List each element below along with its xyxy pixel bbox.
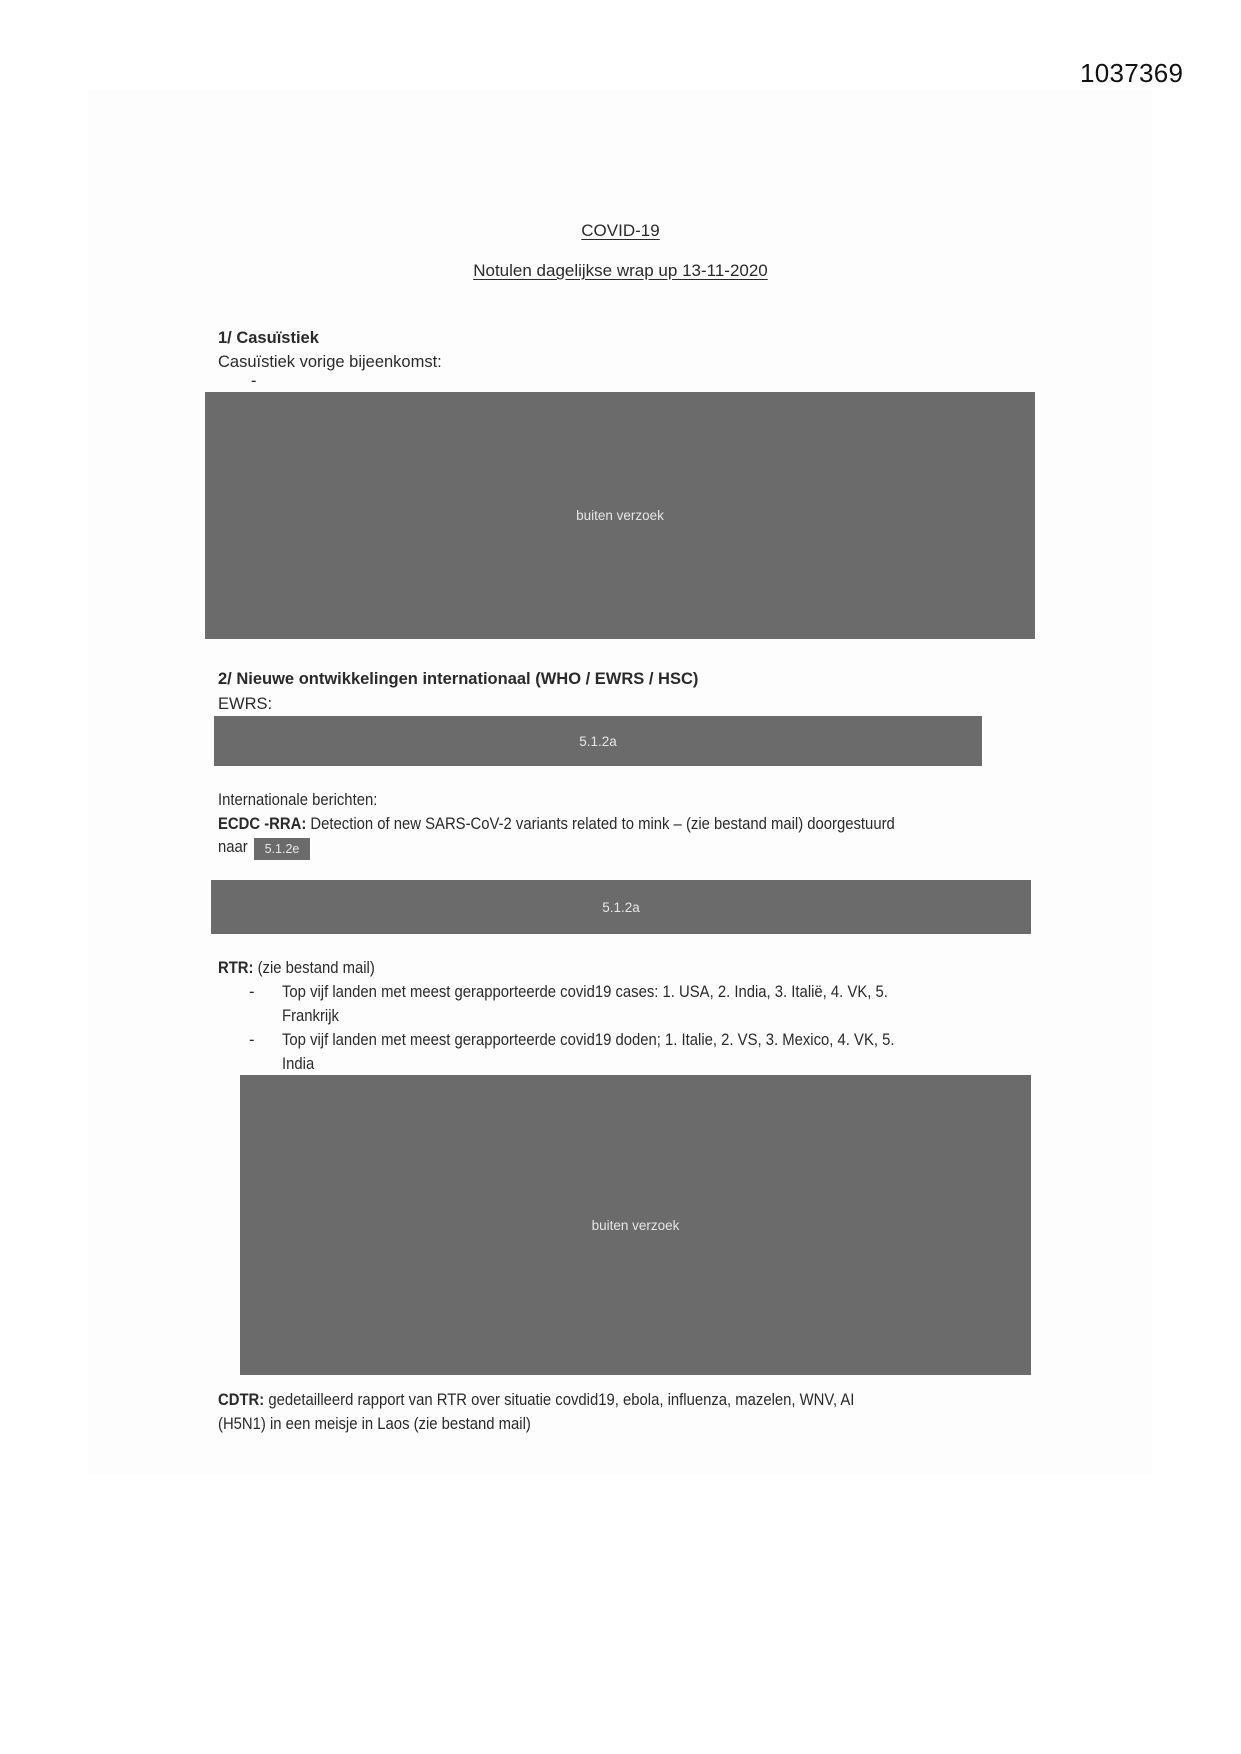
- document-title: COVID-19: [581, 221, 660, 240]
- redaction-block: [211, 880, 1031, 934]
- rtr-bullet-2-cont: India: [282, 1055, 315, 1073]
- rtr-line: [218, 956, 375, 980]
- cdtr-line-2: (H5N1) in een meisje in Laos (zie bestand mail): [218, 1415, 531, 1433]
- ecdc-text-2: naar: [218, 838, 248, 856]
- redaction-label: 5.1.2e: [264, 842, 300, 856]
- inline-redaction: [254, 838, 310, 860]
- cdtr-line: [218, 1388, 854, 1412]
- redaction-label: 5.1.2a: [602, 899, 640, 915]
- redaction-block: [205, 392, 1035, 639]
- ecdc-line: [218, 812, 895, 836]
- rtr-bullet-1: Top vijf landen met meest gerapporteerde covid19 cases: 1. USA, 2. India, 3. Italië, 4. VK, 5.: [282, 983, 888, 1001]
- section1-bullet: -: [251, 372, 257, 390]
- document-id: 1037369: [1080, 58, 1184, 88]
- section2-heading: 2/ Nieuwe ontwikkelingen internationaal (WHO / EWRS / HSC): [218, 670, 699, 688]
- cdtr-label: CDTR:: [218, 1391, 265, 1409]
- rtr-bullet-1-cont: Frankrijk: [282, 1007, 339, 1025]
- rtr-bullet-dash: -: [249, 1031, 255, 1049]
- redaction-label: 5.1.2a: [579, 733, 617, 749]
- redaction-block: [214, 716, 982, 766]
- ecdc-label: ECDC -RRA:: [218, 815, 307, 833]
- ewrs-label: EWRS:: [218, 695, 273, 713]
- section1-heading: 1/ Casuïstiek: [218, 329, 319, 347]
- ecdc-text: Detection of new SARS-CoV-2 variants related to mink – (zie bestand mail) doorgestuurd: [306, 815, 895, 833]
- rtr-bullet-2: Top vijf landen met meest gerapporteerde covid19 doden; 1. Italie, 2. VS, 3. Mexico, 4. VK, 5.: [282, 1031, 895, 1049]
- redaction-block: [240, 1075, 1031, 1375]
- ecdc-line-2: [218, 835, 248, 859]
- redaction-label: buiten verzoek: [576, 508, 664, 523]
- section1-subheading: Casuïstiek vorige bijeenkomst:: [218, 353, 442, 371]
- rtr-bullet-dash: -: [249, 983, 255, 1001]
- international-heading: Internationale berichten:: [218, 791, 378, 809]
- rtr-text: (zie bestand mail): [253, 959, 375, 977]
- rtr-label: RTR:: [218, 959, 254, 977]
- redaction-label: buiten verzoek: [591, 1217, 680, 1233]
- cdtr-text: gedetailleerd rapport van RTR over situatie covdid19, ebola, influenza, mazelen, WNV, AI: [264, 1391, 855, 1409]
- document-subtitle: Notulen dagelijkse wrap up 13-11-2020: [473, 261, 768, 280]
